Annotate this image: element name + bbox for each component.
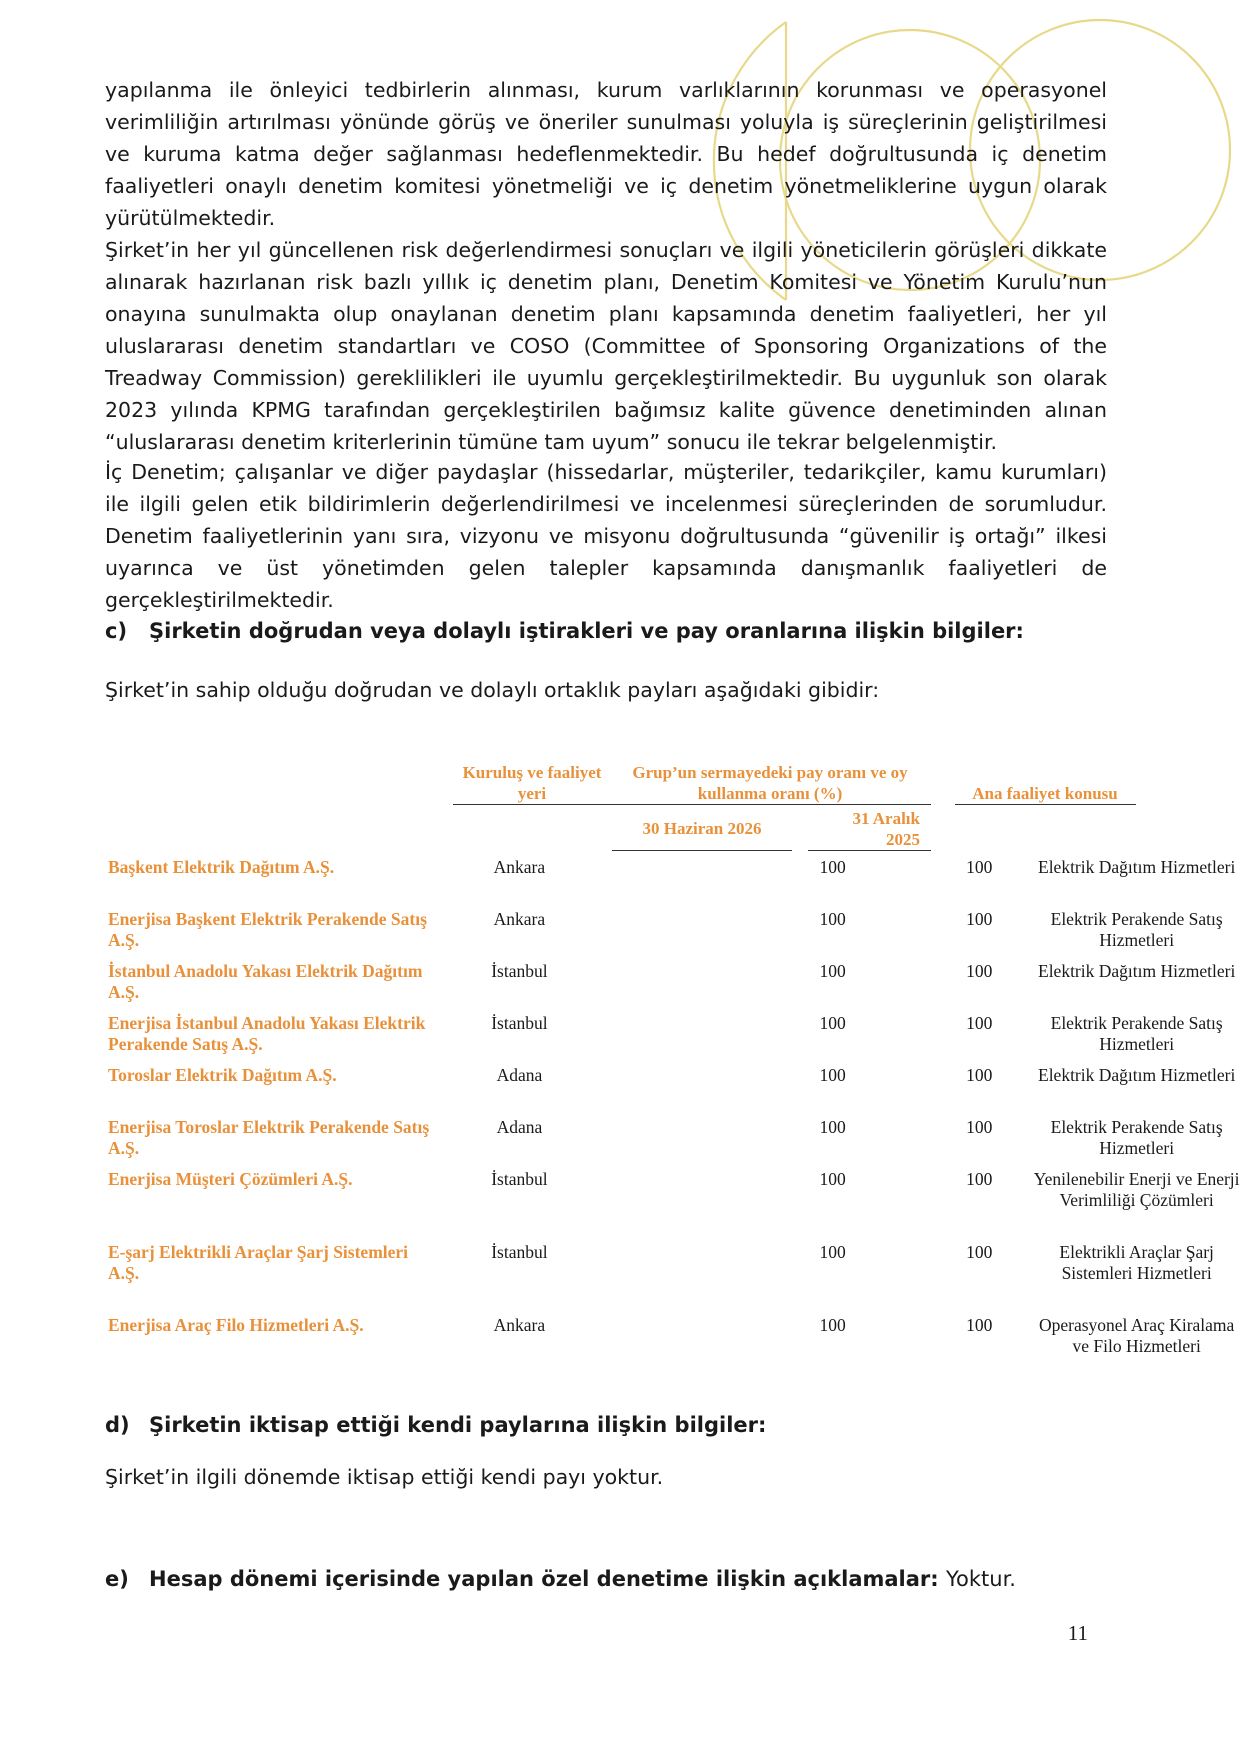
header-rule-activity xyxy=(955,804,1136,805)
share-june-cell: 100 xyxy=(819,857,846,877)
activity-cell: Elektrik Dağıtım Hizmetleri xyxy=(1038,1065,1236,1085)
company-name-cell: Toroslar Elektrik Dağıtım A.Ş. xyxy=(108,1065,337,1085)
share-june-cell: 100 xyxy=(819,1013,846,1033)
location-cell: Ankara xyxy=(493,909,546,929)
share-december-cell: 100 xyxy=(966,909,993,929)
share-december-cell: 100 xyxy=(966,1242,993,1262)
header-activity: Ana faaliyet konusu xyxy=(972,784,1118,803)
header-rule-top xyxy=(453,804,931,805)
section-c-heading xyxy=(105,619,1024,643)
activity-cell: Elektrikli Araçlar Şarj Sistemleri Hizmetleri xyxy=(1059,1242,1214,1283)
section-c-title: Şirketin doğrudan veya dolaylı iştirakleri ve pay oranlarına ilişkin bilgiler: xyxy=(149,619,1024,643)
share-december-cell: 100 xyxy=(966,1117,993,1137)
section-c-letter: c) xyxy=(105,619,128,643)
share-june-cell: 100 xyxy=(819,1242,846,1262)
company-name-cell: Enerjisa Başkent Elektrik Perakende Satış A.Ş. xyxy=(108,909,427,950)
section-e-letter: e) xyxy=(105,1567,129,1591)
location-cell: İstanbul xyxy=(491,961,548,981)
share-december-cell: 100 xyxy=(966,857,993,877)
share-june-cell: 100 xyxy=(819,909,846,929)
location-cell: Adana xyxy=(496,1065,543,1085)
holdings-table-body xyxy=(108,857,1241,1375)
table-row xyxy=(108,909,1241,961)
share-june-cell: 100 xyxy=(819,1169,846,1189)
section-e-title: Hesap dönemi içerisinde yapılan özel denetime ilişkin açıklamalar: xyxy=(149,1567,939,1591)
section-d-title: Şirketin iktisap ettiği kendi paylarına ilişkin bilgiler: xyxy=(149,1413,767,1437)
share-december-cell: 100 xyxy=(966,961,993,981)
paragraph-1: yapılanma ile önleyici tedbirlerin alınması, kurum varlıklarının korunması ve operasyonel verimliliğin artırılması yönünde görüş ve öneriler sunulması yoluyla iş süreçlerinin geliştirilmesi ve kuruma katma değer sağlanması hedeflenmektedir. Bu hedef doğrultusunda iç denetim faaliyetleri onaylı denetim komitesi yönetmeliği ve iç denetim yönetmeliklerine uygun olarak yürütülmektedir. xyxy=(105,78,1107,230)
activity-cell: Elektrik Dağıtım Hizmetleri xyxy=(1038,857,1236,877)
table-row xyxy=(108,1242,1241,1315)
section-e-answer: Yoktur. xyxy=(945,1567,1016,1591)
share-june-cell: 100 xyxy=(819,1065,846,1085)
share-june-cell: 100 xyxy=(819,1315,846,1335)
page-number: 11 xyxy=(1067,1621,1088,1645)
activity-cell: Elektrik Dağıtım Hizmetleri xyxy=(1038,961,1236,981)
holdings-table xyxy=(108,857,1241,1375)
company-name-cell: Enerjisa Toroslar Elektrik Perakende Satış A.Ş. xyxy=(108,1117,430,1158)
table-row xyxy=(108,961,1241,1013)
location-cell: İstanbul xyxy=(491,1169,548,1189)
activity-cell: Elektrik Perakende Satış Hizmetleri xyxy=(1050,1013,1223,1054)
company-name-cell: E-şarj Elektrikli Araçlar Şarj Sistemleri A.Ş. xyxy=(108,1242,409,1283)
company-name-cell: Enerjisa Araç Filo Hizmetleri A.Ş. xyxy=(108,1315,364,1335)
section-d-heading xyxy=(105,1413,766,1437)
location-cell: İstanbul xyxy=(491,1013,548,1033)
section-d-text: Şirket’in ilgili dönemde iktisap ettiği kendi payı yoktur. xyxy=(105,1465,664,1489)
table-row xyxy=(108,1169,1241,1242)
table-row xyxy=(108,1117,1241,1169)
share-june-cell: 100 xyxy=(819,961,846,981)
share-june-cell: 100 xyxy=(819,1117,846,1137)
table-row xyxy=(108,857,1241,909)
section-c-intro: Şirket’in sahip olduğu doğrudan ve dolaylı ortaklık payları aşağıdaki gibidir: xyxy=(105,678,880,702)
share-december-cell: 100 xyxy=(966,1065,993,1085)
activity-cell: Elektrik Perakende Satış Hizmetleri xyxy=(1050,1117,1223,1158)
company-name-cell: İstanbul Anadolu Yakası Elektrik Dağıtım A.Ş. xyxy=(108,961,423,1002)
table-row xyxy=(108,1013,1241,1065)
table-row xyxy=(108,1065,1241,1117)
section-d-letter: d) xyxy=(105,1413,130,1437)
location-cell: Ankara xyxy=(493,1315,546,1335)
activity-cell: Elektrik Perakende Satış Hizmetleri xyxy=(1050,909,1223,950)
section-e-heading xyxy=(105,1567,1016,1591)
header-rule-date-1 xyxy=(612,850,792,851)
activity-cell: Yenilenebilir Enerji ve Enerji Verimliliği Çözümleri xyxy=(1033,1169,1240,1210)
location-cell: Ankara xyxy=(493,857,546,877)
table-row xyxy=(108,1315,1241,1375)
share-december-cell: 100 xyxy=(966,1013,993,1033)
location-cell: Adana xyxy=(496,1117,543,1137)
header-location: Kuruluş ve faaliyet yeri xyxy=(462,763,602,803)
header-date-2: 31 Aralık 2025 xyxy=(852,809,920,849)
share-december-cell: 100 xyxy=(966,1169,993,1189)
paragraph-3: İç Denetim; çalışanlar ve diğer paydaşlar (hissedarlar, müşteriler, tedarikçiler, kamu kurumları) ile ilgili gelen etik bildirimlerin değerlendirilmesi ve incelenmesi süreçlerinden de sorumludur. Denetim faaliyetlerinin yanı sıra, vizyonu ve misyonu doğrultusunda “güvenilir iş ortağı” ilkesi uyarınca ve üst yönetimden gelen talepler kapsamında danışmanlık faaliyetleri de gerçekleştirilmektedir. xyxy=(105,460,1107,612)
paragraph-2: Şirket’in her yıl güncellenen risk değerlendirmesi sonuçları ve ilgili yöneticilerin görüşleri dikkate alınarak hazırlanan risk bazlı yıllık iç denetim planı, Denetim Komitesi ve Yönetim Kurulu’nun onayına sunulmakta olup onaylanan denetim planı kapsamında denetim faaliyetleri, her yıl uluslararası denetim standartları ve COSO (Committee of Sponsoring Organizations of the Treadway Commission) gereklilikleri ile uyumlu gerçekleştirilmektedir. Bu uygunluk son olarak 2023 yılında KPMG tarafından gerçekleştirilen bağımsız kalite güvence denetiminden alınan “uluslararası denetim kriterlerinin tümüne tam uyum” sonucu ile tekrar belgelenmiştir. xyxy=(105,238,1107,454)
share-december-cell: 100 xyxy=(966,1315,993,1335)
header-rule-date-2 xyxy=(808,850,931,851)
header-share-group: Grup’un sermayedeki pay oranı ve oy kullanma oranı (%) xyxy=(632,763,908,803)
company-name-cell: Enerjisa İstanbul Anadolu Yakası Elektrik Perakende Satış A.Ş. xyxy=(108,1013,426,1054)
company-name-cell: Enerjisa Müşteri Çözümleri A.Ş. xyxy=(108,1169,353,1189)
activity-cell: Operasyonel Araç Kiralama ve Filo Hizmetleri xyxy=(1038,1315,1235,1356)
company-name-cell: Başkent Elektrik Dağıtım A.Ş. xyxy=(108,857,335,877)
header-date-1: 30 Haziran 2026 xyxy=(642,819,762,838)
location-cell: İstanbul xyxy=(491,1242,548,1262)
